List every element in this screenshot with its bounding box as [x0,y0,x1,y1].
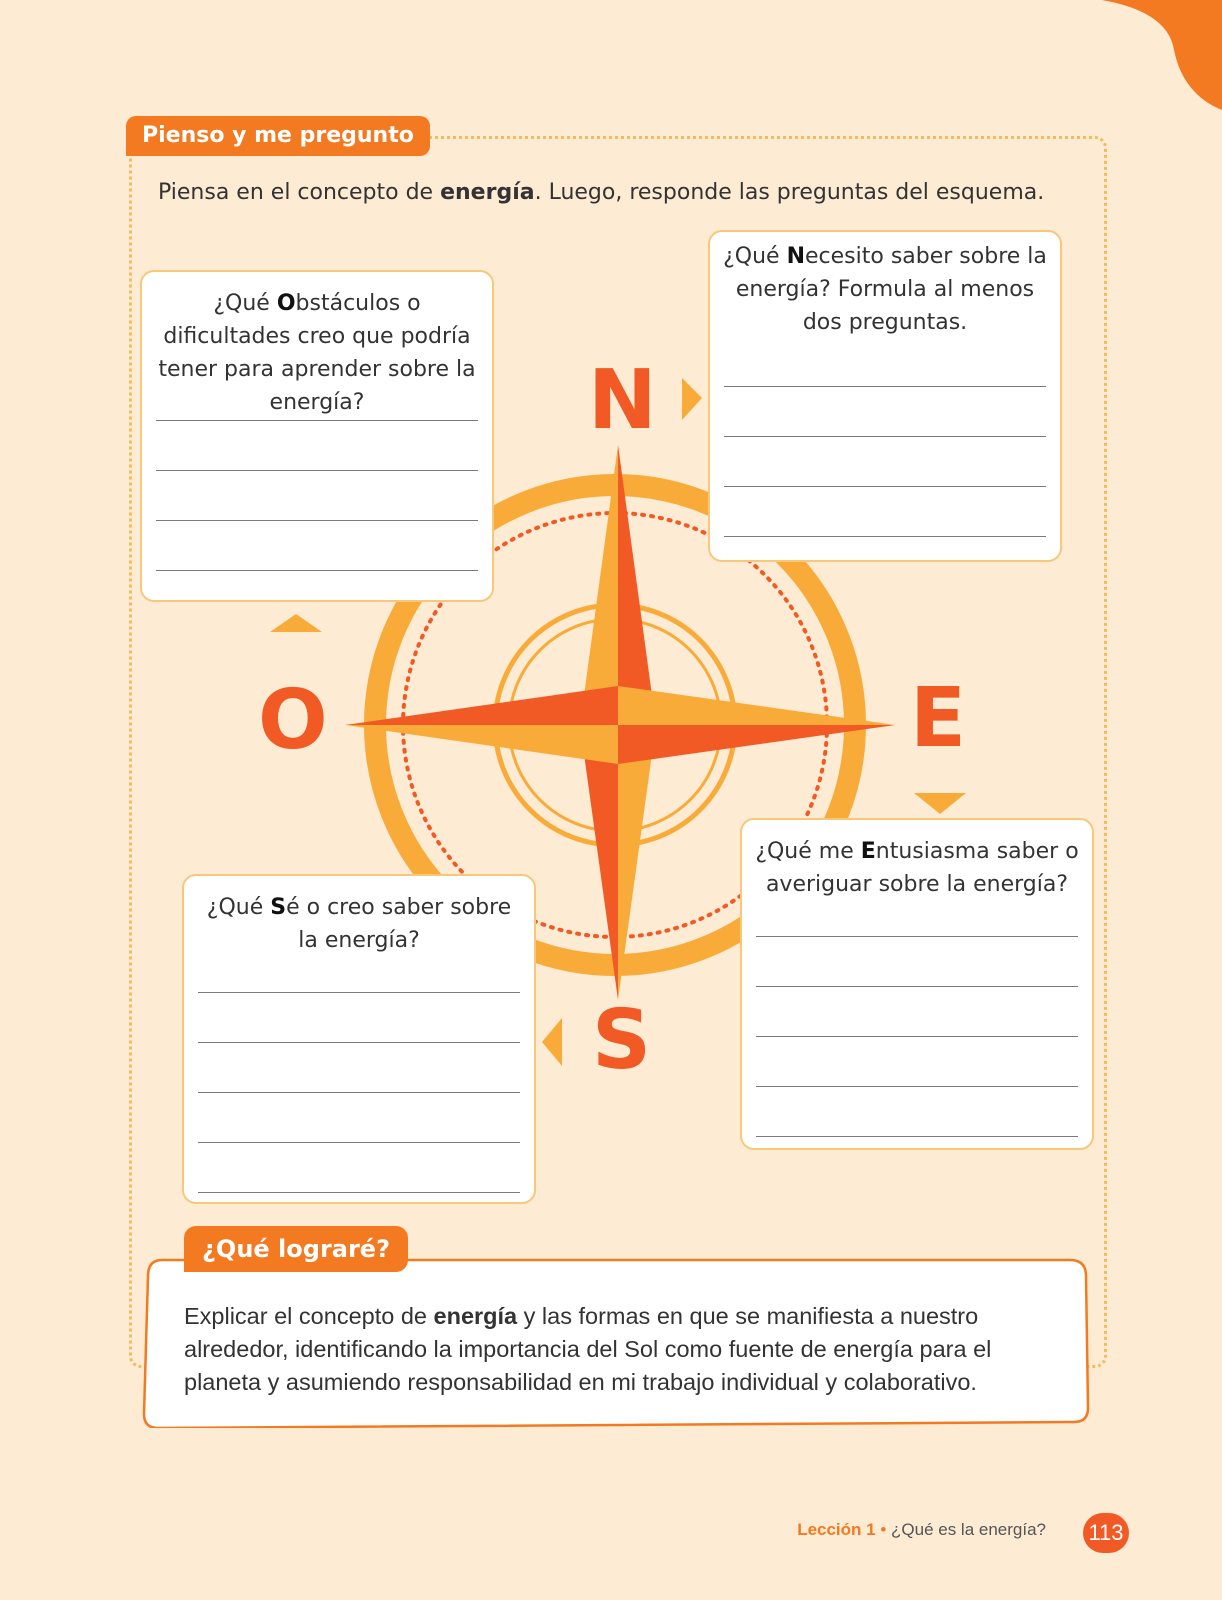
answer-line[interactable] [156,420,478,421]
south-letter: S [592,993,652,1088]
answer-line[interactable] [156,470,478,471]
answer-line[interactable] [724,486,1046,487]
answer-line[interactable] [198,1092,520,1093]
goal-tag: ¿Qué lograré? [184,1226,408,1272]
answer-line[interactable] [198,1042,520,1043]
page-number: 113 [1083,1513,1129,1553]
answer-line[interactable] [198,1142,520,1143]
goal-text: Explicar el concepto de energía y las formas en que se manifiesta a nuestro alrededor, identificando la importancia del Sol como fuente de energía para el planeta y asumiendo responsabilidad en mi trabajo individual y colaborativo. [184,1303,992,1395]
page-footer [797,1520,1046,1540]
answer-line[interactable] [756,986,1078,987]
answer-line[interactable] [756,1036,1078,1037]
north-letter: N [588,353,657,448]
west-arrow [270,614,322,632]
answer-line[interactable] [724,386,1046,387]
west-letter: O [258,673,328,768]
answer-line[interactable] [724,536,1046,537]
answer-line[interactable] [156,570,478,571]
know-question-box [182,874,536,1204]
obstacles-question: ¿Qué Obstáculos o dificultades creo que podría tener para aprender sobre la energía? [158,291,476,415]
south-arrow [542,1018,562,1066]
east-arrow [914,793,966,814]
instruction-text: Piensa en el concepto de energía. Luego, responde las preguntas del esquema. [158,180,1045,205]
obstacles-question-box [140,270,494,602]
answer-line[interactable] [756,936,1078,937]
north-arrow [682,378,702,420]
answer-line[interactable] [724,436,1046,437]
answer-line[interactable] [756,1086,1078,1087]
answer-line[interactable] [156,520,478,521]
need-question-box [708,230,1062,562]
know-question: ¿Qué Sé o creo saber sobre la energía? [206,895,512,953]
lesson-title: ¿Qué es la energía? [891,1520,1046,1539]
east-letter: E [910,671,967,766]
footer-separator: • [875,1520,892,1539]
need-question: ¿Qué Necesito saber sobre la energía? Formula al menos dos preguntas. [723,244,1047,335]
answer-line[interactable] [198,1192,520,1193]
answer-line[interactable] [756,1136,1078,1137]
excite-question-box [740,818,1094,1150]
lesson-label: Lección 1 [797,1520,876,1539]
answer-line[interactable] [198,992,520,993]
excite-question: ¿Qué me Entusiasma saber o averiguar sobre la energía? [755,839,1079,897]
section-tag: Pienso y me pregunto [126,116,430,156]
